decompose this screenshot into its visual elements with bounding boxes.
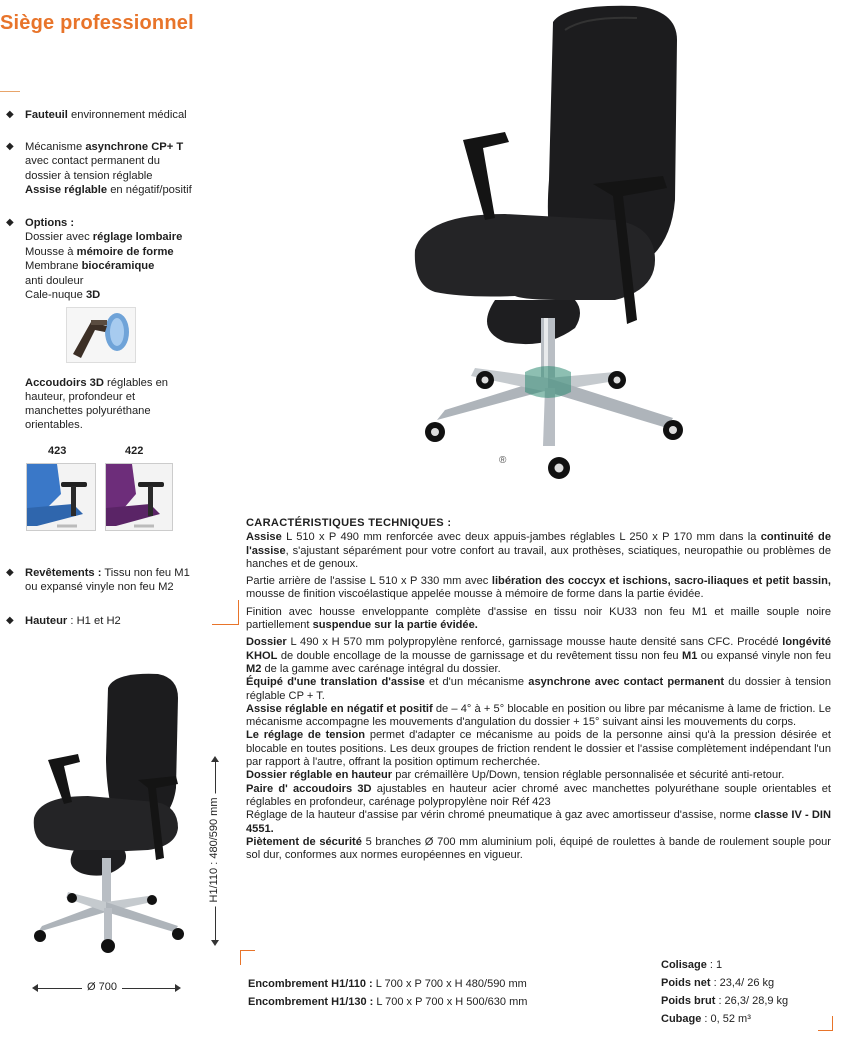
logistics-row: Colisage : 1 bbox=[661, 959, 723, 971]
feature-mecanisme: ◆ Mécanisme asynchrone CP+ T avec contact permanent du dossier à tension réglable Assise réglable en négatif/positif bbox=[6, 141, 192, 197]
spec-translation: Équipé d'une translation d'assise et d'un mécanisme asynchrone avec contact permanent du dossier à tension réglable CP + T. bbox=[246, 676, 831, 702]
feature-revetements: ◆ Revêtements : Tissu non feu M1 ou expansé vinyle non feu M2 bbox=[6, 567, 190, 594]
arrow-down-icon bbox=[211, 940, 219, 946]
model-label-422: 422 bbox=[125, 445, 144, 457]
bullet-diamond-icon: ◆ bbox=[6, 567, 14, 578]
spec-assise-reglable: Assise réglable en négatif et positif de – 4° à + 5° blocable en position ou libre par mécanisme à lame de friction. Le mécanisme accompagne les mouvements d'angulation du dossier + 15° suivant ainsi les mouvements du corps. bbox=[246, 702, 831, 729]
specs-heading: CARACTÉRISTIQUES TECHNIQUES : bbox=[246, 517, 452, 529]
title-rule bbox=[0, 91, 20, 92]
arrow-right-icon bbox=[175, 984, 181, 992]
width-dimension-label: Ø 700 bbox=[82, 981, 122, 993]
encombrement-row: Encombrement H1/110 : L 700 x P 700 x H 480/590 mm bbox=[248, 978, 527, 990]
spec-dossier: Dossier L 490 x H 570 mm polypropylène renforcé, garnissage mousse haute densité sans CFC. Procédé longévité KHOL de double encollage de la mousse de garnissage et du revêtement tissu non feu M1 ou expansé vinyle non feu M2 de la gamme avec carénage intégral du dossier. bbox=[246, 636, 831, 675]
logistics-row: Cubage : 0, 52 m³ bbox=[661, 1013, 751, 1025]
encombrement-row: Encombrement H1/130 : L 700 x P 700 x H 500/630 mm bbox=[248, 996, 528, 1008]
height-dimension-label: H1/110 : 480/590 mm bbox=[208, 794, 220, 907]
spec-dossier-hauteur: Dossier réglable en hauteur par crémaillère Up/Down, tension réglable personnalisée et sécurité anti-retour. bbox=[246, 769, 785, 782]
technical-specs bbox=[246, 517, 831, 862]
armrests-text: Accoudoirs 3D réglables en hauteur, profondeur et manchettes polyuréthane orientables. bbox=[25, 377, 169, 431]
registered-mark: ® bbox=[499, 455, 507, 466]
spec-pietement: Piètement de sécurité 5 branches Ø 700 mm aluminium poli, équipé de roulettes à bande de roulement souple pour sol dur, conformes aux normes européennes en vigueur. bbox=[246, 835, 831, 862]
logistics-row: Poids net : 23,4/ 26 kg bbox=[661, 977, 775, 989]
page-title: Siège professionnel bbox=[0, 12, 194, 34]
corner-bracket bbox=[818, 1016, 833, 1031]
feature-hauteur: ◆ Hauteur : H1 et H2 bbox=[6, 615, 121, 627]
spec-assise: Assise L 510 x P 490 mm renforcée avec deux appuis-jambes réglables L 250 x P 170 mm dans la continuité de l'assise, s'ajustant séparément pour votre confort au travail, aux prothèses, sciatiques, neuropathie ou problèmes de hanches et de genoux. bbox=[246, 531, 831, 570]
logistics-block bbox=[661, 956, 788, 1028]
bullet-diamond-icon: ◆ bbox=[6, 109, 14, 120]
encombrement-block bbox=[248, 975, 527, 1011]
main-chair-image bbox=[405, 0, 705, 486]
armrest-blue-image bbox=[26, 463, 96, 531]
feature-options: ◆ Options : Dossier avec réglage lombaire Mousse à mémoire de forme Membrane biocéramique anti douleur Cale-nuque 3D bbox=[6, 217, 183, 302]
armrest-purple-image bbox=[105, 463, 173, 531]
small-chair-image bbox=[28, 668, 198, 958]
bullet-diamond-icon: ◆ bbox=[6, 217, 14, 228]
bullet-diamond-icon: ◆ bbox=[6, 141, 14, 152]
spec-accoudoirs: Paire d' accoudoirs 3D ajustables en hauteur acier chromé avec manchettes polyuréthane souple orientables et réglables en profondeur, carénage polypropylène noir Réf 423 bbox=[246, 782, 831, 808]
spec-verin: Réglage de la hauteur d'assise par vérin chromé pneumatique à gaz avec amortisseur d'assise, norme classe IV - DIN 4551. bbox=[246, 809, 831, 835]
logistics-row: Poids brut : 26,3/ 28,9 kg bbox=[661, 995, 789, 1007]
corner-bracket bbox=[240, 950, 255, 965]
arrow-left-icon bbox=[32, 984, 38, 992]
spec-partie-arriere: Partie arrière de l'assise L 510 x P 330 mm avec libération des coccyx et ischions, sacro-iliaques et petit bassin, mousse de finition viscoélastique appelée mousse à mémoire de forme dans la partie évidée. bbox=[246, 575, 831, 601]
model-label-423: 423 bbox=[48, 445, 67, 457]
arrow-up-icon bbox=[211, 756, 219, 762]
headrest-image bbox=[66, 307, 136, 363]
feature-fauteuil: ◆ Fauteuil environnement médical bbox=[6, 109, 187, 121]
spec-finition: Finition avec housse enveloppante complète d'assise en tissu noir KU33 non feu M1 et maille souple noire partiellement suspendue sur la partie évidée. bbox=[246, 605, 831, 632]
corner-bracket bbox=[212, 600, 239, 625]
bullet-diamond-icon: ◆ bbox=[6, 615, 14, 626]
spec-tension: Le réglage de tension permet d'adapter ce mécanisme au poids de la personne ainsi qu'à la pression désirée et blocable en toutes positions. Les deux groupes de friction rendent le dossier et l'assise complètement indépendant l'un par rapport à l'autre, offrant la position optimum recherchée. bbox=[246, 729, 831, 769]
